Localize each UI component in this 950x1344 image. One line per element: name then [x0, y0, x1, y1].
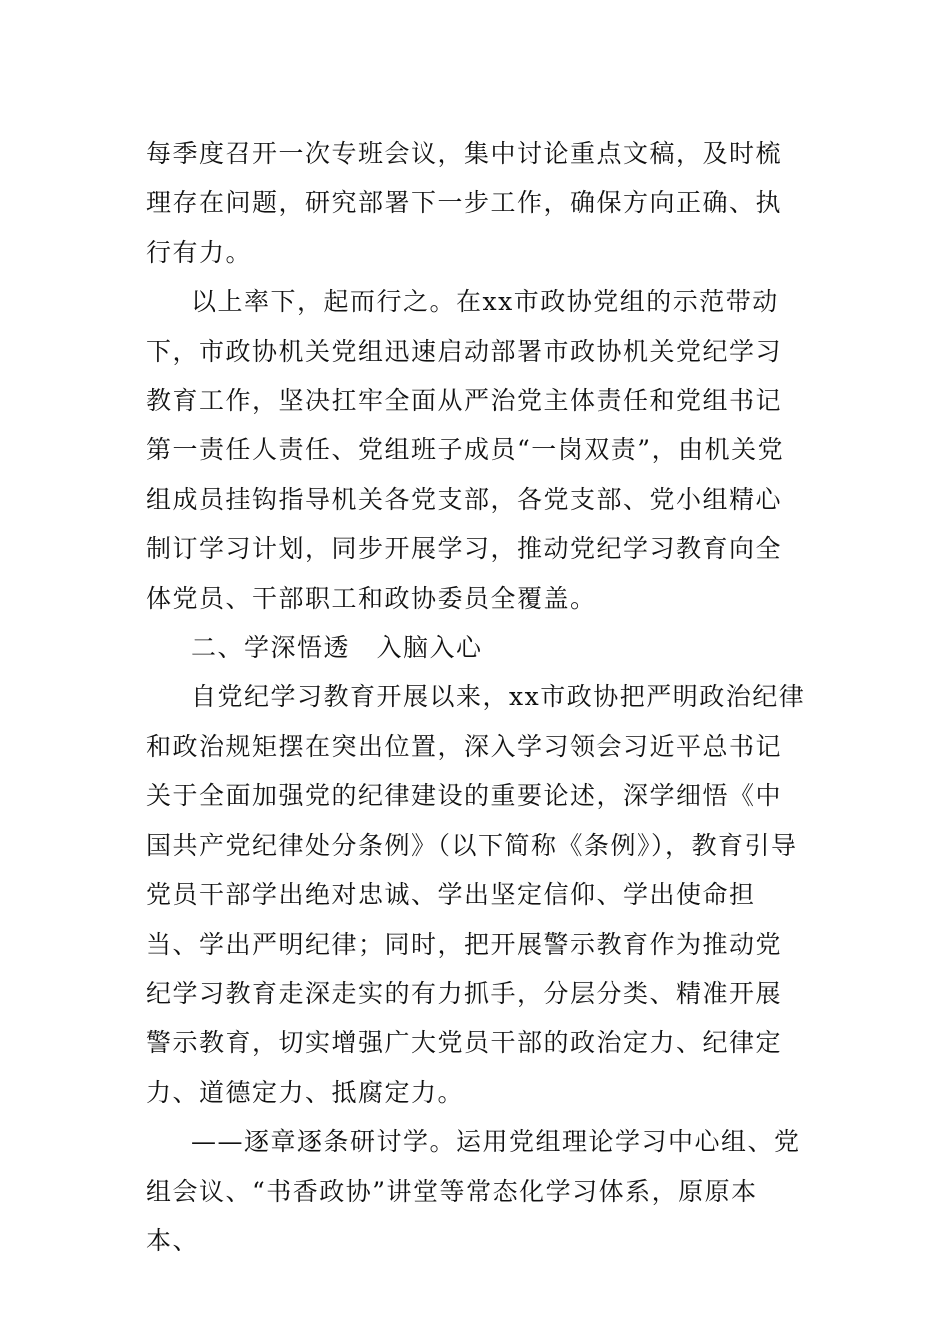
paragraph-study-education: 自党纪学习教育开展以来，xx市政协把严明政治纪律和政治规矩摆在突出位置，深入学习领会习近平总书记关于全面加强党的纪律建设的重要论述，深学细悟《中国共产党纪律处分条例》（以下简称《条例》），教育引导党员干部学出绝对忠诚、学出坚定信仰、学出使命担当、学出严明纪律；同时，把开展警示教育作为推动党纪学习教育走深走实的有力抓手，分层分类、精准开展警示教育，切实增强广大党员干部的政治定力、纪律定力、道德定力、抵腐定力。 [146, 682, 806, 1107]
paragraph-continuation: 每季度召开一次专班会议，集中讨论重点文稿，及时梳理存在问题，研究部署下一步工作，确保方向正确、执行有力。 [146, 139, 783, 267]
paragraph-leading-by-example: 以上率下，起而行之。在xx市政协党组的示范带动下，市政协机关党组迅速启动部署市政协机关党纪学习教育工作，坚决扛牢全面从严治党主体责任和党组书记第一责任人责任、党组班子成员“一岗双责”，由机关党组成员挂钩指导机关各党支部，各党支部、党小组精心制订学习计划，同步开展学习，推动党纪学习教育向全体党员、干部职工和政协委员全覆盖。 [146, 287, 785, 613]
section-heading: 二、学深悟透 入脑入心 [191, 633, 483, 663]
paragraph-chapter-study: ——逐章逐条研讨学。运用党组理论学习中心组、党组会议、“书香政协”讲堂等常态化学习体系，原原本本、 [146, 1127, 801, 1255]
document-body [146, 129, 806, 1265]
